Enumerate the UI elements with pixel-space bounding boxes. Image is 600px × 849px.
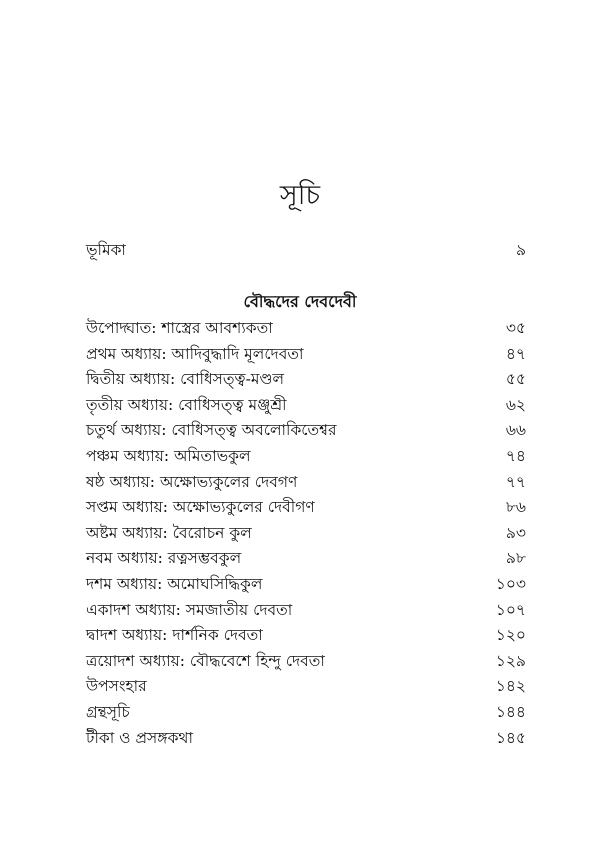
toc-entry-page-number: ১০৩ (495, 574, 526, 593)
toc-entry-label: দ্বাদশ অধ্যায়: দার্শনিক দেবতা (86, 626, 263, 645)
toc-entry[interactable] (86, 444, 526, 470)
page-title: সূচি (279, 180, 321, 211)
toc-entry-label: ভূমিকা (86, 241, 126, 259)
toc-entry-page-number: ৭৭ (505, 472, 526, 491)
toc-entry[interactable] (86, 572, 526, 598)
toc-entry-label: ত্রয়োদশ অধ্যায়: বৌদ্ধবেশে হিন্দু দেবতা (86, 651, 325, 670)
toc-entry-page-number: ৬৬ (505, 421, 526, 440)
toc-entry-intro[interactable] (86, 237, 526, 263)
toc-entry[interactable] (86, 521, 526, 547)
toc-entry-page-number: ১৪৫ (495, 728, 526, 747)
toc-entry[interactable] (86, 726, 526, 752)
toc-entry-label: টীকা ও প্রসঙ্গকথা (86, 728, 193, 747)
toc-entry[interactable] (86, 623, 526, 649)
toc-entry[interactable] (86, 418, 526, 444)
toc-entry[interactable] (86, 393, 526, 419)
toc-entry-page-number: ৯ (515, 241, 526, 259)
toc-entry-page-number: ৪৭ (505, 344, 526, 363)
toc-entry[interactable] (86, 316, 526, 342)
section-heading: বৌদ্ধদের দেবদেবী (243, 292, 357, 311)
toc-entry[interactable] (86, 342, 526, 368)
toc-entry-label: পঞ্চম অধ্যায়: অমিতাভকুল (86, 446, 251, 465)
toc-entry[interactable] (86, 700, 526, 726)
toc-entry-label: গ্রন্থসূচি (86, 702, 130, 721)
toc-entry[interactable] (86, 674, 526, 700)
toc-entry-label: একাদশ অধ্যায়: সমজাতীয় দেবতা (86, 600, 293, 619)
toc-entry-label: তৃতীয় অধ্যায়: বোধিসত্ত্ব মঞ্জুশ্রী (86, 395, 287, 414)
toc-entry-page-number: ৯৩ (505, 523, 526, 542)
toc-entry[interactable] (86, 470, 526, 496)
toc-entry-page-number: ৮৬ (505, 498, 526, 517)
toc-entry-label: সপ্তম অধ্যায়: অক্ষোভ্যকুলের দেবীগণ (86, 498, 315, 517)
toc-entry-page-number: ১২৯ (495, 651, 526, 670)
toc-entry-label: ষষ্ঠ অধ্যায়: অক্ষোভ্যকুলের দেবগণ (86, 472, 298, 491)
toc-entry-page-number: ১৪২ (495, 677, 526, 696)
toc-entry-label: দ্বিতীয় অধ্যায়: বোধিসত্ত্ব-মণ্ডল (86, 370, 285, 389)
toc-entry[interactable] (86, 495, 526, 521)
toc-entry-label: উপসংহার (86, 677, 147, 696)
toc-entry[interactable] (86, 546, 526, 572)
toc-entry-page-number: ৯৮ (505, 549, 526, 568)
toc-entry-page-number: ১৪৪ (495, 702, 526, 721)
toc-entry-label: উপোদ্ঘাত: শাস্ত্রের আবশ্যকতা (86, 319, 273, 337)
toc-entry-label: দশম অধ্যায়: অমোঘসিদ্ধিকুল (86, 574, 263, 593)
toc-entry-page-number: ৭৪ (505, 446, 526, 465)
toc-entry-page-number: ১২০ (495, 626, 526, 645)
toc-entry[interactable] (86, 367, 526, 393)
toc-entry-label: অষ্টম অধ্যায়: বৈরোচন কুল (86, 523, 252, 542)
toc-entry-page-number: ৬২ (505, 395, 526, 414)
toc-entry-label: প্রথম অধ্যায়: আদিবুদ্ধাদি মূলদেবতা (86, 344, 304, 363)
toc-entry-label: চতুর্থ অধ্যায়: বোধিসত্ত্ব অবলোকিতেশ্বর (86, 421, 337, 440)
toc-entry-label: নবম অধ্যায়: রত্নসম্ভবকুল (86, 549, 242, 568)
toc-entry-page-number: ৫৫ (505, 370, 526, 389)
toc-entry-page-number: ৩৫ (505, 319, 526, 337)
toc-entry-page-number: ১০৭ (495, 600, 526, 619)
toc-entry[interactable] (86, 598, 526, 624)
toc-list (86, 316, 526, 751)
toc-entry[interactable] (86, 649, 526, 675)
